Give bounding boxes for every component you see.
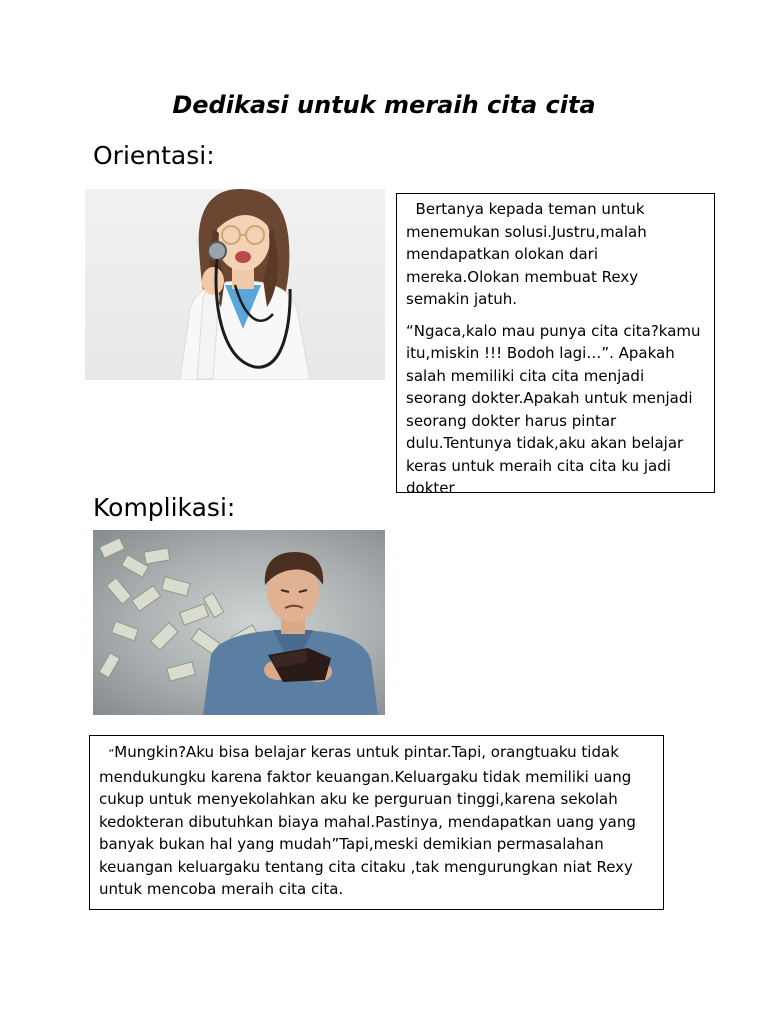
doctor-girl-stethoscope-icon: [85, 189, 385, 380]
orientasi-paragraph-1: Bertanya kepada teman untuk menemukan solusi.Justru,malah mendapatkan olokan dari mereka.Olokan membuat Rexy semakin jatuh.: [406, 200, 652, 308]
orientasi-paragraph-2: “Ngaca,kalo mau punya cita cita?kamu itu,miskin !!! Bodoh lagi…”. Apakah salah memiliki cita cita menjadi seorang dokter.Apakah untuk menjadi seorang dokter harus pintar dulu.Tentunya tidak,aku akan belajar keras untuk meraih cita cita ku jadi dokter: [406, 321, 701, 497]
heading-komplikasi: Komplikasi:: [93, 493, 236, 522]
komplikasi-text-box: [89, 735, 664, 910]
man-empty-wallet-money-icon: [93, 530, 385, 715]
orientasi-text-box: [396, 193, 715, 497]
man-wallet-photo: [93, 530, 385, 715]
komplikasi-paragraph: [99, 741, 653, 901]
komplikasi-paragraph-text: Mungkin?Aku bisa belajar keras untuk pintar.Tapi, orangtuaku tidak mendukungku karena faktor keuangan.Keluargaku tidak memiliki uang cukup untuk menyekolahkan aku ke perguruan tinggi,karena sekolah kedokteran dibutuhkan biaya mahal.Pastinya, mendapatkan uang yang banyak bukan hal yang mudah”Tapi,meski demikian permasalahan keuangan keluargaku tentang cita citaku ,tak mengurungkan niat Rexy untuk mencoba meraih cita cita.: [99, 743, 636, 898]
quote-mark: “: [108, 747, 115, 760]
doctor-girl-photo: [85, 189, 385, 380]
heading-orientasi: Orientasi:: [93, 141, 215, 170]
document-title: Dedikasi untuk meraih cita cita: [172, 91, 596, 119]
